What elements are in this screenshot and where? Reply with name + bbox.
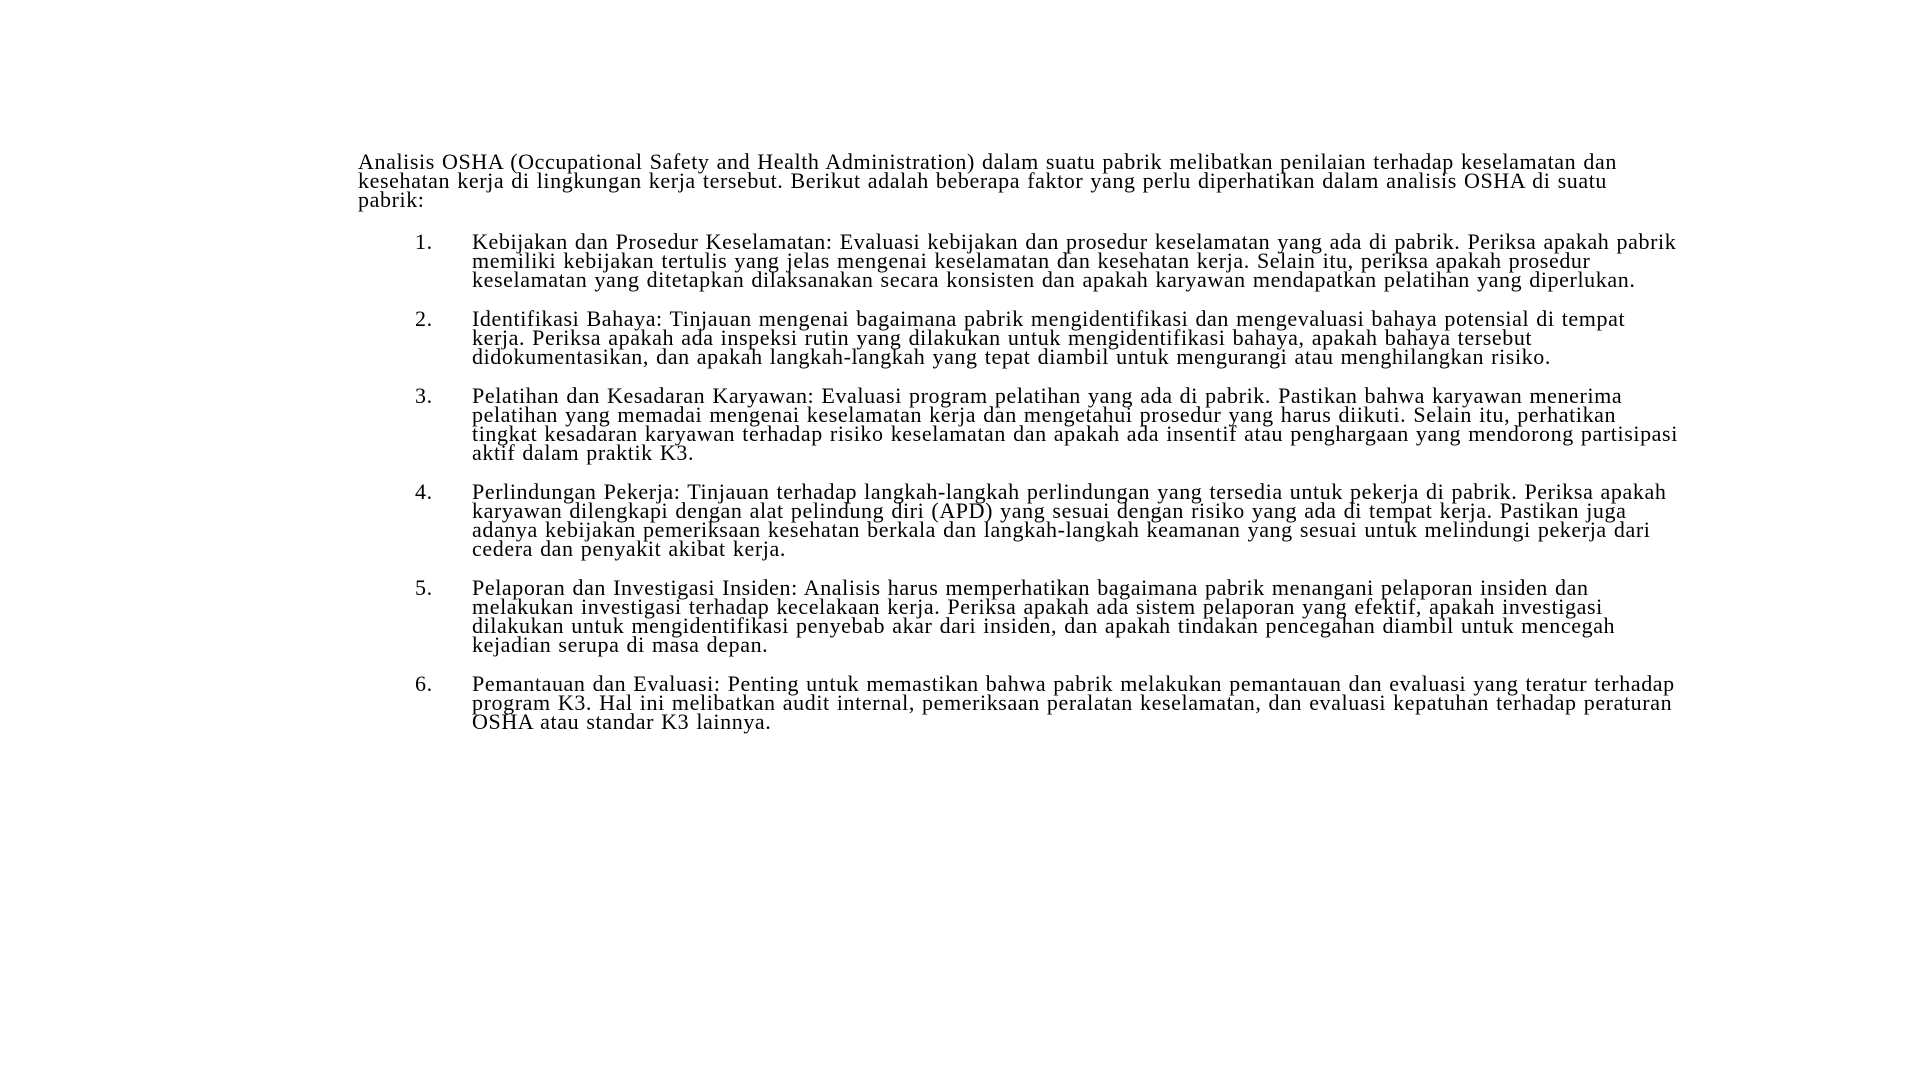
list-item-text: Kebijakan dan Prosedur Keselamatan: Evaluasi kebijakan dan prosedur keselamatan yang ada di pabrik. Periksa apakah pabrik memiliki kebijakan tertulis yang jelas mengenai keselamatan dan kesehatan kerja. Selain itu, periksa apakah prosedur keselamatan yang ditetapkan dilaksanakan secara konsisten dan apakah karyawan mendapatkan pelatihan yang diperlukan. [472,229,1677,292]
list-item [358,479,1678,561]
list-item [358,575,1678,657]
list-item [358,229,1678,292]
list-item-number: 4. [415,479,433,504]
list-item [358,383,1678,465]
list-item-text: Perlindungan Pekerja: Tinjauan terhadap langkah-langkah perlindungan yang tersedia untuk pekerja di pabrik. Periksa apakah karyawan dilengkapi dengan alat pelindung diri (APD) yang sesuai dengan risiko yang ada di tempat kerja. Pastikan juga adanya kebijakan pemeriksaan kesehatan berkala dan langkah-langkah keamanan yang sesuai untuk melindungi pekerja dari cedera dan penyakit akibat kerja. [472,479,1667,561]
list-item-text: Pemantauan dan Evaluasi: Penting untuk memastikan bahwa pabrik melakukan pemantauan dan evaluasi yang teratur terhadap program K3. Hal ini melibatkan audit internal, pemeriksaan peralatan keselamatan, dan evaluasi kepatuhan terhadap peraturan OSHA atau standar K3 lainnya. [472,671,1675,734]
list-item-text: Identifikasi Bahaya: Tinjauan mengenai bagaimana pabrik mengidentifikasi dan mengevaluasi bahaya potensial di tempat kerja. Periksa apakah ada inspeksi rutin yang dilakukan untuk mengidentifikasi bahaya, apakah bahaya tersebut didokumentasikan, dan apakah langkah-langkah yang tepat diambil untuk mengurangi atau menghilangkan risiko. [472,306,1626,369]
intro-paragraph: Analisis OSHA (Occupational Safety and Health Administration) dalam suatu pabrik melibatkan penilaian terhadap keselamatan dan kesehatan kerja di lingkungan kerja tersebut. Berikut adalah beberapa faktor yang perlu diperhatikan dalam analisis OSHA di suatu pabrik: [358,149,1617,212]
list-item-number: 5. [415,575,433,600]
list-item [358,306,1678,369]
list-item-number: 1. [415,229,433,254]
list-item-text: Pelaporan dan Investigasi Insiden: Analisis harus memperhatikan bagaimana pabrik menangani pelaporan insiden dan melakukan investigasi terhadap kecelakaan kerja. Periksa apakah ada sistem pelaporan yang efektif, apakah investigasi dilakukan untuk mengidentifikasi penyebab akar dari insiden, dan apakah tindakan pencegahan diambil untuk mencegah kejadian serupa di masa depan. [472,575,1616,657]
list-item-text: Pelatihan dan Kesadaran Karyawan: Evaluasi program pelatihan yang ada di pabrik. Pastikan bahwa karyawan menerima pelatihan yang memadai mengenai keselamatan kerja dan mengetahui prosedur yang harus diikuti. Selain itu, perhatikan tingkat kesadaran karyawan terhadap risiko keselamatan dan apakah ada insentif atau penghargaan yang mendorong partisipasi aktif dalam praktik K3. [472,383,1678,465]
list-item-number: 2. [415,306,433,331]
document-body [358,149,1678,751]
list-item [358,671,1678,734]
factor-list [358,229,1678,734]
list-item-number: 3. [415,383,433,408]
list-item-number: 6. [415,671,433,696]
